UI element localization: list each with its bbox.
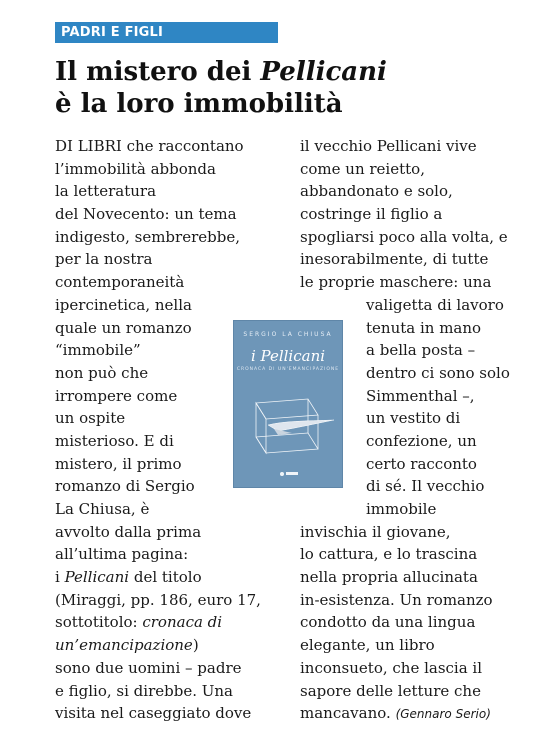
article-line: come un reietto, [300, 159, 425, 178]
article-line: nella propria allucinata [300, 568, 478, 587]
section-tag: PADRI E FIGLI [55, 22, 278, 43]
article-line: del Novecento: un tema [55, 205, 237, 224]
article-line: (Miraggi, pp. 186, euro 17, [55, 590, 261, 609]
article-line: le proprie maschere: una [300, 273, 492, 292]
article-line: l’immobilità abbonda [55, 159, 216, 178]
article-line: indigesto, sembrerebbe, [55, 227, 240, 246]
article-line: sono due uomini – padre [55, 658, 242, 677]
article-text: i [55, 568, 65, 587]
article-line: il vecchio Pellicani vive [300, 137, 477, 155]
article-line: un ospite [55, 409, 126, 428]
article-line: lo cattura, e lo trascina [300, 545, 478, 564]
article-line: La Chiusa, è [55, 500, 150, 518]
article-line: visita nel caseggiato dove [55, 704, 252, 723]
subtitle-mention: un’emancipazione [55, 636, 193, 655]
article-line: inesorabilmente, di tutte [300, 250, 489, 269]
book-title: i Pellicani [250, 347, 326, 365]
article-line [55, 634, 295, 657]
article-line: quale un romanzo [55, 318, 192, 337]
article-line: confezione, un [366, 431, 477, 450]
article-line: DI LIBRI che raccontano [55, 137, 244, 155]
article-line [300, 702, 540, 725]
article-line: contemporaneità [55, 273, 185, 292]
article-text: ) [192, 636, 199, 655]
book-subtitle: CRONACA DI UN'EMANCIPAZIONE [236, 367, 340, 372]
article-line: mistero, il primo [55, 454, 182, 473]
author-byline: (Gennaro Serio) [395, 707, 491, 722]
article-line: irrompere come [55, 386, 178, 405]
article-line: abbandonato e solo, [300, 182, 453, 201]
book-title-mention: Pellicani [64, 568, 130, 587]
article-line: a bella posta – [366, 341, 476, 360]
subtitle-mention: cronaca di [142, 613, 223, 632]
article-line: la letteratura [55, 182, 157, 201]
book-author: SERGIO LA CHIUSA [243, 331, 333, 338]
article-line: non può che [55, 363, 149, 382]
article-line: elegante, un libro [300, 636, 435, 655]
article-line: invischia il giovane, [300, 522, 451, 541]
article-line: all’ultima pagina: [55, 545, 189, 564]
article-line: valigetta di lavoro [366, 295, 504, 314]
article-line: un vestito di [366, 409, 461, 428]
article-line: inconsueto, che lascia il [300, 658, 483, 677]
article-line: dentro ci sono solo [366, 363, 510, 382]
article-text: mancavano. [300, 704, 396, 723]
headline-italic-title: Pellicani [260, 57, 387, 87]
article-line: di sé. Il vecchio [366, 477, 485, 496]
book-cover-illustration [234, 321, 342, 487]
article-line: condotto da una lingua [300, 613, 476, 632]
article-line: romanzo di Sergio [55, 477, 195, 496]
article-line: ipercinetica, nella [55, 295, 192, 314]
article-line: certo racconto [366, 454, 477, 473]
article-line [55, 566, 295, 589]
article-line: sapore delle letture che [300, 681, 481, 700]
article-text: sottotitolo: [55, 613, 143, 632]
article-line: immobile [366, 500, 437, 518]
article-line: spogliarsi poco alla volta, e [300, 227, 508, 246]
article-headline [55, 56, 535, 120]
article-line: in-esistenza. Un romanzo [300, 590, 493, 609]
article-line: avvolto dalla prima [55, 522, 202, 541]
headline-part2: è la loro immobilità [55, 89, 343, 119]
article-line: tenuta in mano [366, 318, 482, 337]
article-line [55, 611, 295, 634]
article-line: “immobile” [55, 341, 141, 360]
article-line: Simmenthal –, [366, 386, 475, 405]
headline-part1: Il mistero dei [55, 57, 261, 87]
article-line: per la nostra [55, 250, 153, 269]
article-line: costringe il figlio a [300, 205, 443, 224]
article-text: del titolo [129, 568, 202, 587]
article-line: e figlio, si direbbe. Una [55, 681, 233, 700]
book-cover-image [234, 321, 342, 487]
article-line: misterioso. E di [55, 431, 174, 450]
